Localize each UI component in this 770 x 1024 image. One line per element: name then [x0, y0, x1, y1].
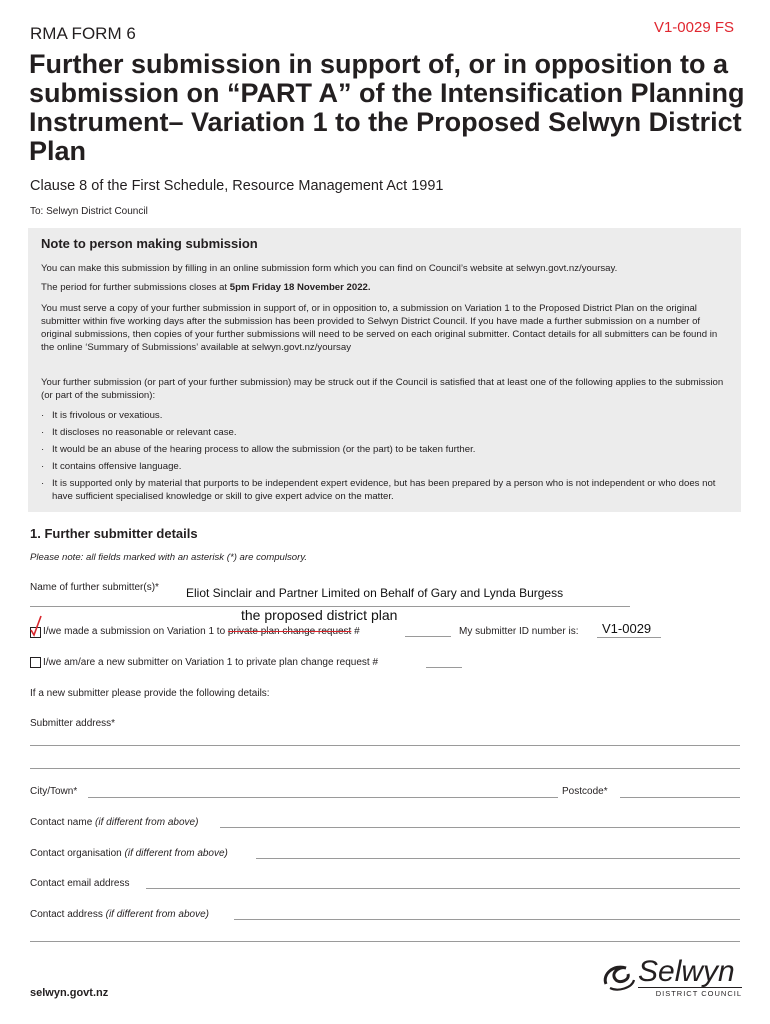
logo-subtitle: DISTRICT COUNCIL: [638, 987, 742, 999]
note-bullet: · It is supported only by material that purports to be independent expert evidence, but has been prepared by a person who is not independent or who does not have sufficient specialised knowledge or skill to give expert advice on the matter.: [41, 477, 727, 503]
note-bullet: · It would be an abuse of the hearing process to allow the submission (or the part) to be taken further.: [41, 443, 727, 456]
contact-org-label: [30, 848, 228, 859]
option1-suffix: #: [351, 626, 360, 637]
selwyn-logo: [600, 954, 742, 1000]
submitter-address-label: Submitter address*: [30, 718, 116, 729]
new-request-number-line: [426, 667, 462, 668]
contact-address-label: [30, 909, 209, 920]
address-line-2[interactable]: [30, 768, 740, 769]
contact-address-line-2[interactable]: [30, 941, 740, 942]
contact-email-field[interactable]: [146, 888, 740, 889]
postcode-label: Postcode*: [562, 786, 608, 797]
page-title: Further submission in support of, or in opposition to a submission on “PART A” of the Intensification Planning Instrument– Variation 1 to the Proposed Selwyn District Plan: [29, 49, 745, 166]
note-title: Note to person making submission: [41, 236, 258, 251]
submitter-id-label: My submitter ID number is:: [459, 626, 579, 637]
contact-address-hint: (if different from above): [105, 909, 209, 920]
note-bullet: · It contains offensive language.: [41, 460, 727, 473]
subtitle: Clause 8 of the First Schedule, Resource Management Act 1991: [30, 178, 444, 194]
new-submitter-checkbox[interactable]: [30, 657, 41, 668]
addressee-line: To: Selwyn District Council: [30, 206, 148, 217]
city-label: City/Town*: [30, 786, 78, 797]
note-paragraph-closing: [41, 281, 727, 294]
contact-address-text: Contact address: [30, 909, 103, 920]
contact-name-field[interactable]: [220, 827, 740, 828]
new-submitter-note: If a new submitter please provide the following details:: [30, 688, 270, 699]
new-submitter-label: I/we am/are a new submitter on Variation 1 to private plan change request #: [43, 657, 379, 668]
note-paragraph-strikeout: Your further submission (or part of your further submission) may be struck out if the Council is satisfied that at least one of the following applies to the submission (or part of the submission):: [41, 377, 724, 401]
contact-org-field[interactable]: [256, 858, 740, 859]
contact-org-hint: (if different from above): [124, 848, 228, 859]
note-paragraph-online: You can make this submission by filling in an online submission form which you can find on Council’s website at selwyn.govt.nz/yoursay.: [41, 263, 618, 274]
struck-text: private plan change request: [227, 626, 352, 637]
note-bullet: · It discloses no reasonable or relevant case.: [41, 426, 727, 439]
contact-name-text: Contact name: [30, 817, 93, 828]
submitter-id-value[interactable]: V1-0029: [602, 621, 652, 636]
submitter-id-line: [597, 637, 661, 638]
contact-address-field[interactable]: [234, 919, 740, 920]
form-label: RMA FORM 6: [30, 24, 136, 43]
contact-org-text: Contact organisation: [30, 848, 122, 859]
postcode-field[interactable]: [620, 797, 740, 798]
checkmark-icon: [29, 614, 43, 638]
contact-email-label: Contact email address: [30, 878, 130, 889]
closing-text: The period for further submissions closes at: [41, 282, 230, 293]
handwritten-insert: the proposed district plan: [241, 607, 398, 623]
request-number-line: [405, 636, 451, 637]
option1-prefix: I/we made a submission on Variation 1 to: [43, 626, 228, 637]
section-title: 1. Further submitter details: [30, 526, 198, 541]
address-line-1[interactable]: [30, 745, 740, 746]
note-paragraph-serve: You must serve a copy of your further submission in support of, or in opposition to, a submission on Variation 1 to the Proposed District Plan on the original submitter within five working days after the submission has been provided to Selwyn District Council. If you have made a further submission on a number of original submissions, then copies of your further submissions will need to be served on each original submitter. Contact details for all submitters can be found in the online ‘Summary of Submissions’ available at selwyn.govt.nz/yoursay: [41, 303, 718, 353]
compulsory-note: Please note: all fields marked with an asterisk (*) are compulsory.: [30, 552, 308, 563]
note-bullet: · It is frivolous or vexatious.: [41, 409, 727, 422]
reference-code: V1-0029 FS: [653, 19, 734, 36]
closing-date: 5pm Friday 18 November 2022.: [229, 282, 371, 293]
logo-wordmark: Selwyn: [638, 955, 735, 988]
submitter-name-value[interactable]: Eliot Sinclair and Partner Limited on Behalf of Gary and Lynda Burgess: [186, 586, 564, 600]
made-submission-label: [43, 626, 360, 637]
footer-url[interactable]: selwyn.govt.nz: [30, 987, 109, 999]
contact-name-label: [30, 817, 198, 828]
contact-name-hint: (if different from above): [95, 817, 199, 828]
city-field[interactable]: [88, 797, 558, 798]
submitter-name-label: Name of further submitter(s)*: [30, 582, 159, 593]
